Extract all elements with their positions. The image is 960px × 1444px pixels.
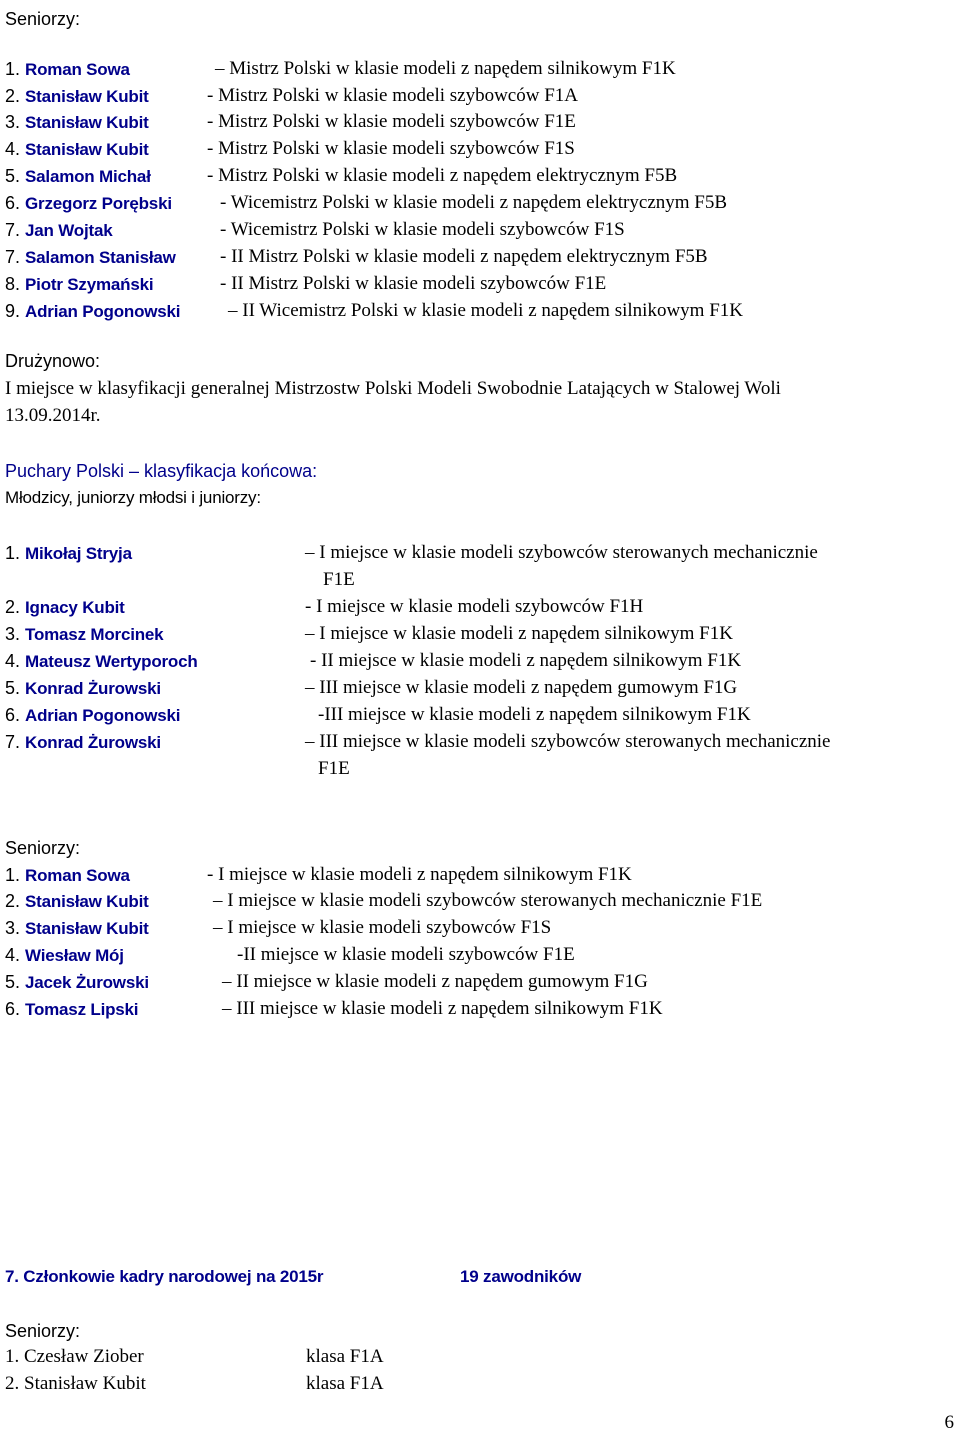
list-item: 7. Jan Wojtak [5,220,113,240]
kadra-heading: 7. Członkowie kadry narodowej na 2015r [5,1267,324,1286]
list-item: 2. Stanisław Kubit [5,891,149,911]
list-item-klasa: klasa F1A [306,1373,384,1394]
list-item: 4. Mateusz Wertyporoch [5,651,198,671]
list-item: 9. Adrian Pogonowski [5,301,181,321]
list-item-klasa: klasa F1A [306,1346,384,1367]
list-item-desc: – II Wicemistrz Polski w klasie modeli z napędem silnikowym F1K [228,300,743,321]
list-item: 2. Stanisław Kubit [5,86,149,106]
list-item-desc: - II Mistrz Polski w klasie modeli z napędem elektrycznym F5B [220,246,708,267]
list-item: 1. Mikołaj Stryja [5,543,132,563]
team-date: 13.09.2014r. [5,405,101,426]
list-item: 7. Salamon Stanisław [5,247,176,267]
list-item-desc: - II Mistrz Polski w klasie modeli szybowców F1E [220,273,607,294]
list-item-desc: - I miejsce w klasie modeli szybowców F1H [305,596,644,617]
list-item: 1. Roman Sowa [5,59,130,79]
page-number: 6 [944,1412,954,1433]
list-item: 3. Stanisław Kubit [5,112,149,132]
list-item-desc: – III miejsce w klasie modeli szybowców sterowanych mechanicznie [305,731,831,752]
list-item: 5. Jacek Żurowski [5,972,149,992]
list-item: 3. Stanisław Kubit [5,918,149,938]
cups-subheading: Młodzicy, juniorzy młodsi i juniorzy: [5,488,261,507]
list-item-desc: - Mistrz Polski w klasie modeli szybowców F1E [207,111,576,132]
list-item-cont: F1E [318,758,350,779]
list-item: 1. Czesław Ziober [5,1346,144,1367]
list-item-desc: – II miejsce w klasie modeli z napędem gumowym F1G [222,971,648,992]
list-item-cont: F1E [323,569,355,590]
list-item: 8. Piotr Szymański [5,274,154,294]
kadra-subheading: Seniorzy: [5,1321,81,1341]
list-item-desc: - I miejsce w klasie modeli z napędem silnikowym F1K [207,864,632,885]
list-item-desc: – III miejsce w klasie modeli z napędem silnikowym F1K [222,998,663,1019]
list-item: 6. Grzegorz Porębski [5,193,172,213]
list-item-desc: – III miejsce w klasie modeli z napędem gumowym F1G [305,677,738,698]
seniors2-heading: Seniorzy: [5,838,81,858]
list-item-desc: - Mistrz Polski w klasie modeli szybowców F1S [207,138,575,159]
list-item-desc: - Wicemistrz Polski w klasie modeli z napędem elektrycznym F5B [220,192,728,213]
list-item-desc: -II miejsce w klasie modeli szybowców F1E [237,944,575,965]
list-item-desc: - Mistrz Polski w klasie modeli z napędem elektrycznym F5B [207,165,678,186]
list-item: 1. Roman Sowa [5,865,130,885]
list-item-desc: – I miejsce w klasie modeli szybowców F1S [213,917,552,938]
list-item: 5. Konrad Żurowski [5,678,161,698]
team-heading: Drużynowo: [5,351,101,371]
list-item: 2. Ignacy Kubit [5,597,125,617]
list-item-desc: – I miejsce w klasie modeli szybowców sterowanych mechanicznie [305,542,818,563]
seniors-heading: Seniorzy: [5,9,81,29]
list-item-desc: -III miejsce w klasie modeli z napędem silnikowym F1K [318,704,751,725]
list-item-desc: - Mistrz Polski w klasie modeli szybowców F1A [207,85,579,106]
list-item: 3. Tomasz Morcinek [5,624,164,644]
list-item: 4. Stanisław Kubit [5,139,149,159]
list-item-desc: – I miejsce w klasie modeli szybowców sterowanych mechanicznie F1E [213,890,763,911]
list-item-desc: – Mistrz Polski w klasie modeli z napędem silnikowym F1K [215,58,676,79]
team-text: I miejsce w klasyfikacji generalnej Mistrzostw Polski Modeli Swobodnie Latających w Stalowej Woli [5,378,781,399]
list-item-desc: – I miejsce w klasie modeli z napędem silnikowym F1K [305,623,733,644]
list-item: 7. Konrad Żurowski [5,732,161,752]
list-item: 4. Wiesław Mój [5,945,124,965]
list-item: 5. Salamon Michał [5,166,151,186]
list-item: 6. Tomasz Lipski [5,999,139,1019]
list-item: 2. Stanisław Kubit [5,1373,146,1394]
list-item-desc: - II miejsce w klasie modeli z napędem silnikowym F1K [310,650,742,671]
cups-heading: Puchary Polski – klasyfikacja końcowa: [5,461,318,481]
list-item-desc: - Wicemistrz Polski w klasie modeli szybowców F1S [220,219,625,240]
list-item: 6. Adrian Pogonowski [5,705,181,725]
kadra-count: 19 zawodników [460,1267,582,1286]
